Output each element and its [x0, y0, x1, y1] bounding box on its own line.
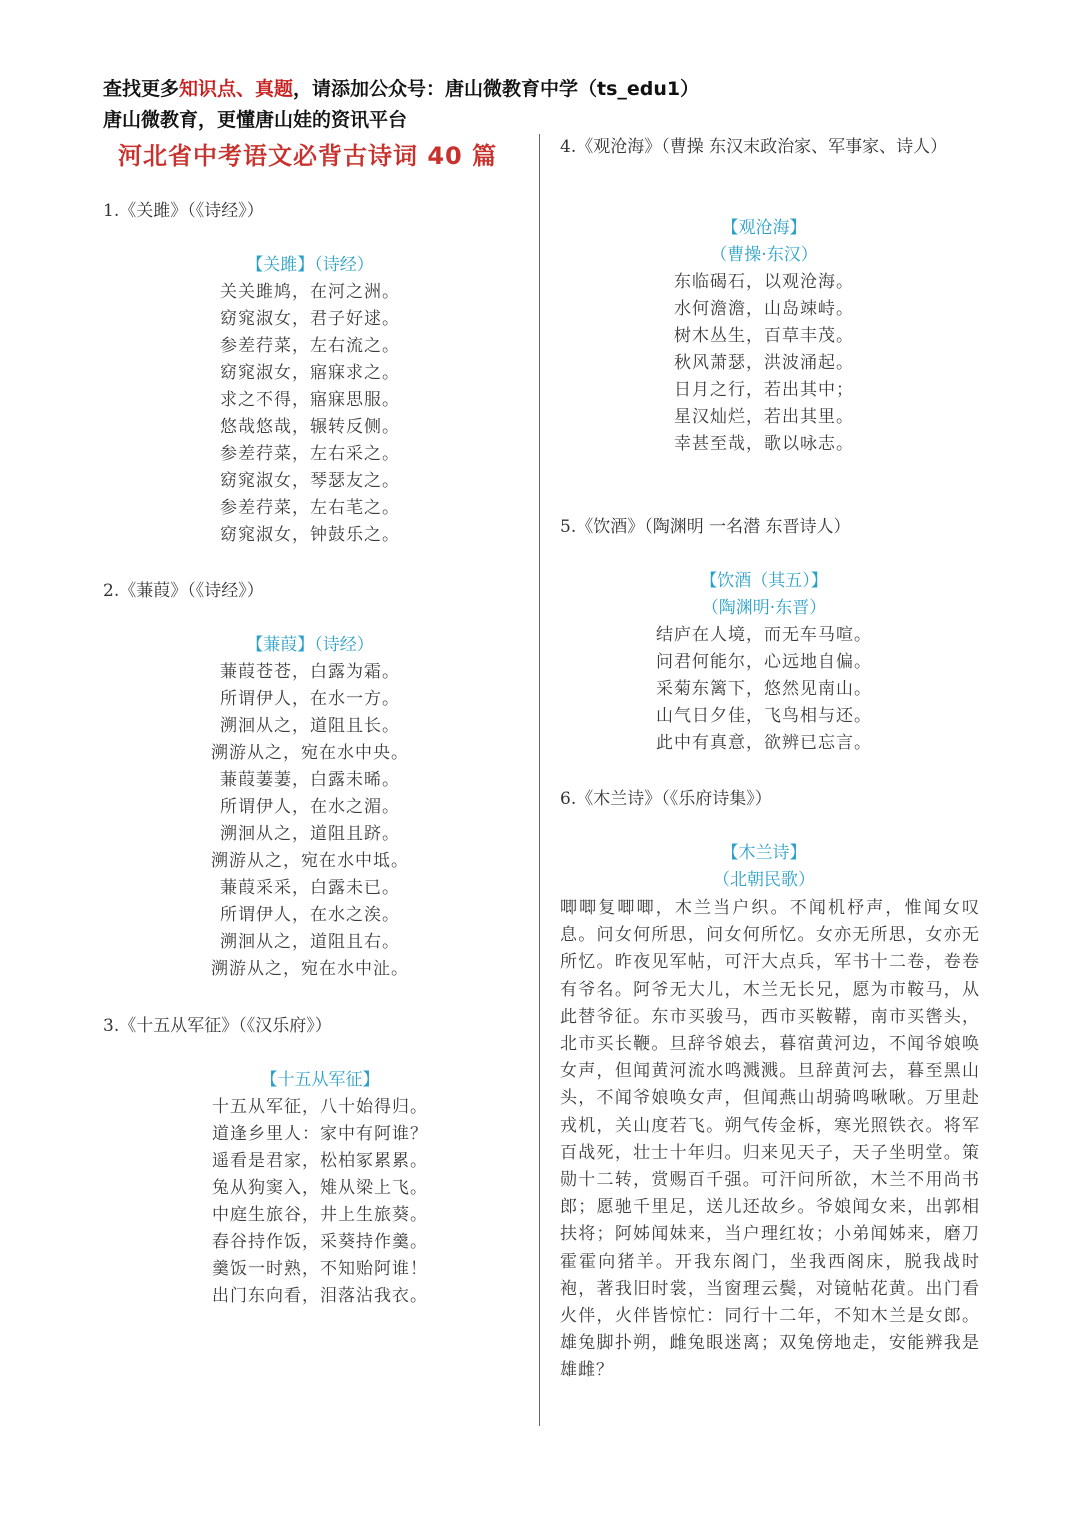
poem-line: 兔从狗窦入，雉从梁上飞。 — [212, 1178, 428, 1198]
poem-title: 【关雎】（诗经） — [246, 255, 374, 275]
poem-guanju — [160, 252, 460, 549]
poem-line: 参差荇菜，左右采之。 — [220, 444, 400, 464]
poem-line: 水何澹澹，山岛竦峙。 — [674, 299, 854, 319]
poem-shiwu-congjunzheng — [160, 1067, 480, 1310]
poem-line: 溯游从之，宛在水中央。 — [211, 743, 409, 763]
poem-line: 求之不得，寤寐思服。 — [220, 390, 400, 410]
poem-line: 羹饭一时熟，不知贻阿谁！ — [212, 1259, 428, 1279]
poem-title: 【蒹葭】（诗经） — [246, 635, 374, 655]
poem-line: 溯游从之，宛在水中沚。 — [211, 959, 409, 979]
header-highlight: 知识点、真题 — [179, 78, 294, 100]
poem-line: 东临碣石，以观沧海。 — [674, 272, 854, 292]
section-heading-6: 6.《木兰诗》（《乐府诗集》） — [560, 789, 772, 809]
poem-line: 蒹葭萋萋，白露未晞。 — [220, 770, 400, 790]
poem-line: 幸甚至哉，歌以咏志。 — [674, 434, 854, 454]
section-heading-5: 5.《饮酒》（陶渊明 一名潜 东晋诗人） — [560, 517, 851, 537]
header-text: 查找更多 — [103, 78, 180, 100]
header-line-2: 唐山微教育，更懂唐山娃的资讯平台 — [103, 109, 408, 131]
document-title: 河北省中考语文必背古诗词 40 篇 — [118, 142, 498, 170]
section-heading-4: 4.《观沧海》（曹操 东汉末政治家、军事家、诗人） — [560, 137, 948, 157]
poem-line: 窈窕淑女，寤寐求之。 — [220, 363, 400, 383]
poem-line: 关关雎鸠，在河之洲。 — [220, 282, 400, 302]
poem-title: 【十五从军征】 — [260, 1070, 380, 1090]
poem-line: 中庭生旅谷，井上生旅葵。 — [212, 1205, 428, 1225]
poem-line: 日月之行，若出其中； — [674, 380, 854, 400]
poem-line: 悠哉悠哉，辗转反侧。 — [220, 417, 400, 437]
poem-line: 窈窕淑女，君子好逑。 — [220, 309, 400, 329]
poem-line: 结庐在人境，而无车马喧。 — [656, 625, 872, 645]
poem-line: 窈窕淑女，琴瑟友之。 — [220, 471, 400, 491]
header-text-wechat: ，请添加公众号：唐山微教育中学（ts_edu1） — [293, 78, 700, 100]
poem-line: 参差荇菜，左右流之。 — [220, 336, 400, 356]
poem-line: 山气日夕佳，飞鸟相与还。 — [656, 706, 872, 726]
header-banner — [103, 74, 699, 136]
poem-author: （曹操·东汉） — [710, 245, 818, 265]
poem-line: 溯洄从之，道阻且长。 — [220, 716, 400, 736]
poem-line: 所谓伊人，在水之涘。 — [220, 905, 400, 925]
poem-line: 问君何能尔，心远地自偏。 — [656, 652, 872, 672]
column-divider — [539, 134, 540, 1426]
poem-line: 采菊东篱下，悠然见南山。 — [656, 679, 872, 699]
poem-title: 【观沧海】 — [721, 218, 807, 238]
header-line-1 — [103, 74, 699, 105]
poem-line: 所谓伊人，在水一方。 — [220, 689, 400, 709]
poem-title: 【木兰诗】 — [721, 843, 807, 863]
poem-line: 星汉灿烂，若出其里。 — [674, 407, 854, 427]
poem-title: 【饮酒（其五）】 — [700, 571, 828, 591]
poem-line: 蒹葭苍苍，白露为霜。 — [220, 662, 400, 682]
poem-mulan-header — [614, 840, 914, 894]
poem-line: 出门东向看，泪落沾我衣。 — [212, 1286, 428, 1306]
poem-line: 所谓伊人，在水之湄。 — [220, 797, 400, 817]
poem-line: 蒹葭采采，白露未已。 — [220, 878, 400, 898]
poem-line: 秋风萧瑟，洪波涌起。 — [674, 353, 854, 373]
poem-line: 参差荇菜，左右芼之。 — [220, 498, 400, 518]
section-heading-3: 3.《十五从军征》（《汉乐府》） — [103, 1016, 332, 1036]
poem-line: 窈窕淑女，钟鼓乐之。 — [220, 525, 400, 545]
poem-line: 道逢乡里人：家中有阿谁？ — [212, 1124, 428, 1144]
poem-line: 溯洄从之，道阻且跻。 — [220, 824, 400, 844]
poem-guan-canghai — [614, 215, 914, 458]
poem-author: （北朝民歌） — [713, 870, 815, 890]
poem-line: 舂谷持作饭，采葵持作羹。 — [212, 1232, 428, 1252]
poem-line: 树木丛生，百草丰茂。 — [674, 326, 854, 346]
poem-author: （陶渊明·东晋） — [701, 598, 827, 618]
poem-mulan-body: 唧唧复唧唧，木兰当户织。不闻机杼声，惟闻女叹息。问女何所思，问女何所忆。女亦无所思，女亦无所忆。昨夜见军帖，可汗大点兵，军书十二卷，卷卷有爷名。阿爷无大儿，木兰无长兄，愿为市鞍马，从此替爷征。东市买骏马，西市买鞍鞯，南市买辔头，北市买长鞭。旦辞爷娘去，暮宿黄河边，不闻爷娘唤女声，但闻黄河流水鸣溅溅。旦辞黄河去，暮至黑山头，不闻爷娘唤女声，但闻燕山胡骑鸣啾啾。万里赴戎机，关山度若飞。朔气传金柝，寒光照铁衣。将军百战死，壮士十年归。归来见天子，天子坐明堂。策勋十二转，赏赐百千强。可汗问所欲，木兰不用尚书郎；愿驰千里足，送儿还故乡。爷娘闻女来，出郭相扶将；阿姊闻妹来，当户理红妆；小弟闻姊来，磨刀霍霍向猪羊。开我东阁门，坐我西阁床，脱我战时袍，著我旧时裳，当窗理云鬓，对镜帖花黄。出门看火伴，火伴皆惊忙：同行十二年，不知木兰是女郎。雄兔脚扑朔，雌兔眼迷离；双兔傍地走，安能辨我是雄雌？ — [560, 898, 980, 1381]
section-heading-2: 2.《蒹葭》（《诗经》） — [103, 581, 264, 601]
poem-yinjiu — [614, 568, 914, 757]
poem-line: 遥看是君家，松柏冢累累。 — [212, 1151, 428, 1171]
poem-line: 此中有真意，欲辨已忘言。 — [656, 733, 872, 753]
section-heading-1: 1.《关雎》（《诗经》） — [103, 201, 264, 221]
poem-jianjia — [160, 632, 460, 983]
poem-line: 溯游从之，宛在水中坻。 — [211, 851, 409, 871]
poem-line: 溯洄从之，道阻且右。 — [220, 932, 400, 952]
poem-line: 十五从军征，八十始得归。 — [212, 1097, 428, 1117]
